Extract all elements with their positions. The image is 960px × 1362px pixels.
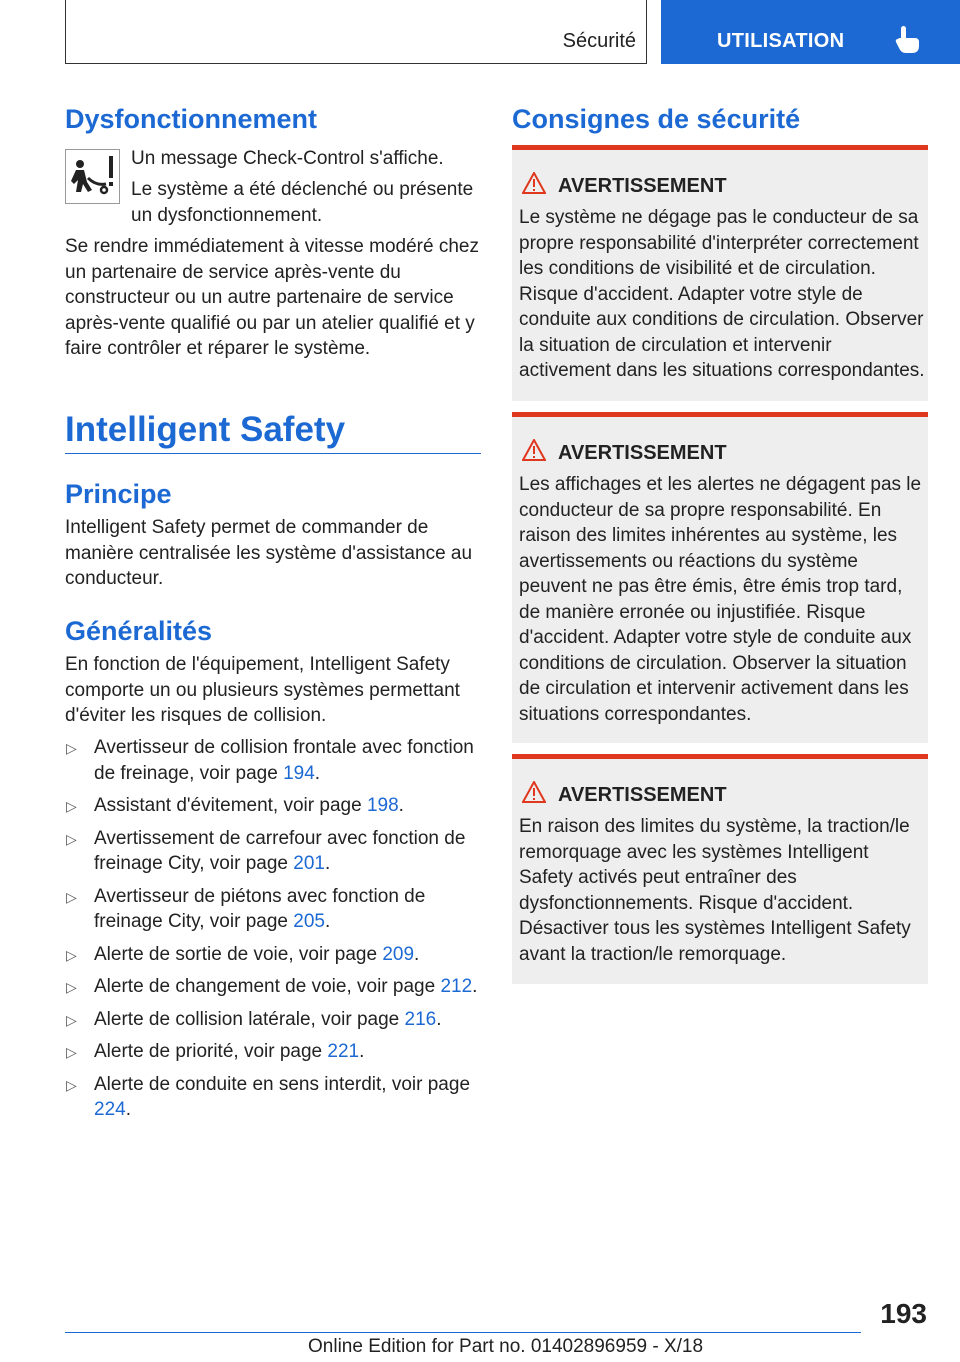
page-link[interactable]: 194 bbox=[283, 762, 315, 784]
generalites-paragraph: En fonction de l'équipement, Intelligent Safety comporte un ou plusieurs systèmes permettant d'éviter les risques de collision. bbox=[65, 654, 460, 726]
page-link[interactable]: 212 bbox=[440, 976, 473, 997]
warning-title: AVERTISSEMENT bbox=[558, 175, 727, 197]
triangle-bullet-icon: ▷ bbox=[66, 1044, 77, 1060]
triangle-bullet-icon: ▷ bbox=[66, 830, 77, 847]
heading-consignes: Consignes de sécurité bbox=[512, 104, 801, 134]
page-number: 193 bbox=[880, 1298, 927, 1329]
heading-dysfonctionnement: Dysfonctionnement bbox=[65, 104, 318, 134]
pedestrian-warning-icon bbox=[65, 149, 120, 204]
page-link[interactable]: 201 bbox=[293, 853, 325, 874]
warning-triangle-icon bbox=[522, 172, 546, 199]
pointing-hand-icon bbox=[895, 26, 921, 59]
triangle-bullet-icon: ▷ bbox=[66, 1011, 77, 1028]
page-link[interactable]: 205 bbox=[293, 911, 325, 932]
triangle-bullet-icon: ▷ bbox=[66, 740, 77, 756]
chapter-tab[interactable] bbox=[661, 0, 960, 64]
page-link[interactable]: 198 bbox=[366, 795, 399, 816]
triangle-bullet-icon: ▷ bbox=[66, 888, 77, 905]
page-link[interactable]: 209 bbox=[382, 943, 415, 965]
list-item: ▷ Assistant d'évitement, voir page 198. bbox=[65, 793, 481, 819]
icon-line-1: Un message Check-Control s'affiche. bbox=[131, 148, 444, 169]
warning-triangle-icon bbox=[522, 781, 546, 808]
section-title: Sécurité bbox=[562, 30, 636, 52]
dysfonction-paragraph: Se rendre immédiatement à vitesse modéré chez un partenaire de service après-vente du constructeur ou un autre partenaire de service après-vente qualifié ou par un atelier qualifié et y faire contrôler et réparer le système. bbox=[65, 236, 479, 359]
list-item: ▷ Alerte de conduite en sens interdit, voir page 224. bbox=[66, 1073, 471, 1120]
warning-box-3 bbox=[512, 754, 928, 984]
list-item: ▷ Alerte de changement de voie, voir page 212. bbox=[65, 974, 481, 1000]
heading-rule bbox=[65, 453, 481, 454]
list-item: ▷ Avertisseur de collision frontale avec fonction de freinage, voir page 194. bbox=[66, 737, 474, 784]
triangle-bullet-icon: ▷ bbox=[66, 979, 77, 995]
list-item: ▷ Alerte de priorité, voir page 221. bbox=[65, 1039, 481, 1065]
list-item: ▷ Alerte de sortie de voie, voir page 209. bbox=[65, 942, 481, 968]
icon-line-2: Le système a été déclenché ou présente un dysfonctionnement. bbox=[131, 179, 474, 226]
triangle-bullet-icon: ▷ bbox=[66, 946, 77, 963]
list-item: ▷ Avertisseur de piétons avec fonction de freinage City, voir page 205. bbox=[66, 885, 426, 932]
header-frame bbox=[65, 0, 647, 64]
list-item: ▷ Alerte de collision latérale, voir page 216. bbox=[65, 1007, 481, 1033]
heading-intelligent-safety: Intelligent Safety bbox=[65, 410, 346, 449]
warning-text: Le système ne dégage pas le conducteur de sa propre responsabilité d'interpréter correctement les conditions de visibilité et de circulation. Risque d'accident. Adapter votre style de conduite aux conditions de circulation. Observer la situation de circulation et intervenir activement dans les situations correspondantes. bbox=[519, 207, 925, 381]
warning-text: En raison des limites du système, la traction/le remorquage avec les systèmes Intelligent Safety activés peut entraîner des dysfonctionnements. Risque d'accident. Désactiver tous les systèmes Intelligent Safety avant la traction/le remorquage. bbox=[519, 816, 911, 965]
systems-list bbox=[65, 735, 481, 1130]
page-link[interactable]: 224 bbox=[94, 1099, 126, 1120]
triangle-bullet-icon: ▷ bbox=[66, 1076, 77, 1093]
page-link[interactable]: 221 bbox=[327, 1041, 360, 1062]
list-item: ▷ Avertissement de carrefour avec fonction de freinage City, voir page 201. bbox=[66, 827, 466, 874]
warning-title: AVERTISSEMENT bbox=[558, 442, 727, 464]
warning-title: AVERTISSEMENT bbox=[558, 784, 727, 806]
warning-box-1 bbox=[512, 145, 928, 401]
page-link[interactable]: 216 bbox=[404, 1008, 437, 1030]
warning-box-2 bbox=[512, 412, 928, 743]
heading-principe: Principe bbox=[65, 479, 172, 509]
warning-text: Les affichages et les alertes ne dégagent pas le conducteur de sa propre responsabilité. En raison des limites inhérentes au système, les avertissements ou réactions du système peuvent ne pas être émis, être émis trop tard, de manière erronée ou injustifiée. Risque d'accident. Adapter votre style de conduite aux conditions de circulation. Observer la situation de circulation et intervenir activement dans les situations correspondantes. bbox=[519, 474, 922, 725]
footer-edition: Online Edition for Part no. 01402896959 - X/18 bbox=[308, 1336, 704, 1357]
warning-triangle-icon bbox=[522, 439, 546, 466]
heading-generalites: Généralités bbox=[65, 616, 213, 646]
principe-paragraph: Intelligent Safety permet de commander de manière centralisée les système d'assistance au conducteur. bbox=[65, 517, 473, 589]
chapter-tab-label: UTILISATION bbox=[717, 30, 845, 52]
footer-rule bbox=[65, 1332, 861, 1333]
triangle-bullet-icon: ▷ bbox=[66, 798, 77, 814]
